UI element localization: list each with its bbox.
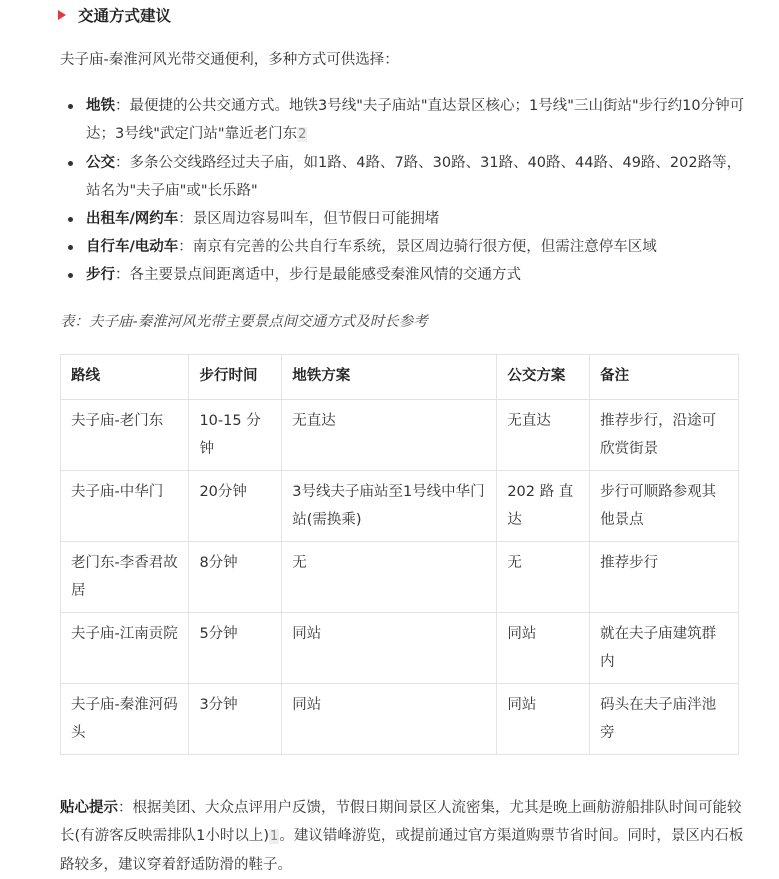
cell-route: 老门东-李香君故居 <box>61 542 189 613</box>
list-item-text: ：最便捷的公共交通方式。地铁3号线"夫子庙站"直达景区核心；1号线"三山街站"步行约10分钟可达；3号线"武定门站"靠近老门东 <box>86 98 745 142</box>
table-row <box>61 684 739 755</box>
header-walk-time: 步行时间 <box>189 355 282 400</box>
intro-paragraph: 夫子庙-秦淮河风光带交通便利，多种方式可供选择： <box>60 52 399 68</box>
header-notes: 备注 <box>590 355 739 400</box>
tip-label: 贴心提示 <box>60 800 118 816</box>
cell-walk-time: 5分钟 <box>189 613 282 684</box>
cell-notes: 码头在夫子庙泮池旁 <box>590 684 739 755</box>
cell-notes: 推荐步行，沿途可欣赏街景 <box>590 400 739 471</box>
cell-walk-time: 3分钟 <box>189 684 282 755</box>
table-caption: 表：夫子庙-秦淮河风光带主要景点间交通方式及时长参考 <box>60 314 428 330</box>
list-item-text: ：各主要景点间距离适中，步行是最能感受秦淮风情的交通方式 <box>115 267 521 283</box>
cell-notes: 步行可顺路参观其他景点 <box>590 471 739 542</box>
list-item-subway <box>60 92 750 149</box>
list-item-label: 自行车/电动车 <box>86 239 179 255</box>
cell-notes: 推荐步行 <box>590 542 739 613</box>
cell-walk-time: 20分钟 <box>189 471 282 542</box>
list-item-label: 步行 <box>86 267 115 283</box>
cell-bus: 无直达 <box>497 400 590 471</box>
list-item-label: 公交 <box>86 155 115 171</box>
list-item-bike <box>60 233 750 261</box>
cell-route: 夫子庙-秦淮河码头 <box>61 684 189 755</box>
section-title: 交通方式建议 <box>78 7 172 25</box>
table-row <box>61 400 739 471</box>
list-item-label: 地铁 <box>86 98 115 114</box>
table-row <box>61 542 739 613</box>
transport-list <box>60 92 750 289</box>
list-item-text: ：景区周边容易叫车，但节假日可能拥堵 <box>178 211 440 227</box>
cell-subway: 无 <box>282 542 497 613</box>
tip-text-continued: 。建议错峰游览，或提前通过官方渠道购票节省时间。同时，景区内石板路较多，建议穿着舒适防滑的鞋子。 <box>60 828 744 873</box>
cell-walk-time: 10-15 分钟 <box>189 400 282 471</box>
list-item-bus <box>60 149 750 205</box>
cell-walk-time: 8分钟 <box>189 542 282 613</box>
cell-notes: 就在夫子庙建筑群内 <box>590 613 739 684</box>
table-header-row <box>61 355 739 400</box>
cell-subway: 同站 <box>282 613 497 684</box>
cell-subway: 同站 <box>282 684 497 755</box>
cell-route: 夫子庙-中华门 <box>61 471 189 542</box>
cell-bus: 202 路 直达 <box>497 471 590 542</box>
list-item-taxi <box>60 205 750 233</box>
cell-subway: 3号线夫子庙站至1号线中华门站(需换乘) <box>282 471 497 542</box>
list-item-walk <box>60 261 750 289</box>
cell-route: 夫子庙-江南贡院 <box>61 613 189 684</box>
triangle-bullet-icon <box>58 10 66 20</box>
cell-subway: 无直达 <box>282 400 497 471</box>
citation-ref[interactable]: 2 <box>298 127 307 142</box>
header-subway: 地铁方案 <box>282 355 497 400</box>
list-item-label: 出租车/网约车 <box>86 211 179 227</box>
citation-ref[interactable]: 1 <box>270 829 279 844</box>
table-row <box>61 613 739 684</box>
tip-paragraph <box>60 794 750 879</box>
header-route: 路线 <box>61 355 189 400</box>
section-heading <box>58 2 171 28</box>
cell-bus: 同站 <box>497 613 590 684</box>
cell-bus: 无 <box>497 542 590 613</box>
tip-text: ：根据美团、大众点评用户反馈，节假日期间景区人流密集，尤其是晚上画舫游船排队时间可能较长(有游客反映需排队1小时以上) <box>60 800 742 844</box>
list-item-text: ：南京有完善的公共自行车系统，景区周边骑行很方便，但需注意停车区域 <box>178 239 657 255</box>
header-bus: 公交方案 <box>497 355 590 400</box>
table-row <box>61 471 739 542</box>
cell-route: 夫子庙-老门东 <box>61 400 189 471</box>
cell-bus: 同站 <box>497 684 590 755</box>
route-table <box>60 354 739 755</box>
list-item-text: ：多条公交线路经过夫子庙，如1路、4路、7路、30路、31路、40路、44路、49路、202路等，站名为"夫子庙"或"长乐路" <box>86 155 742 199</box>
